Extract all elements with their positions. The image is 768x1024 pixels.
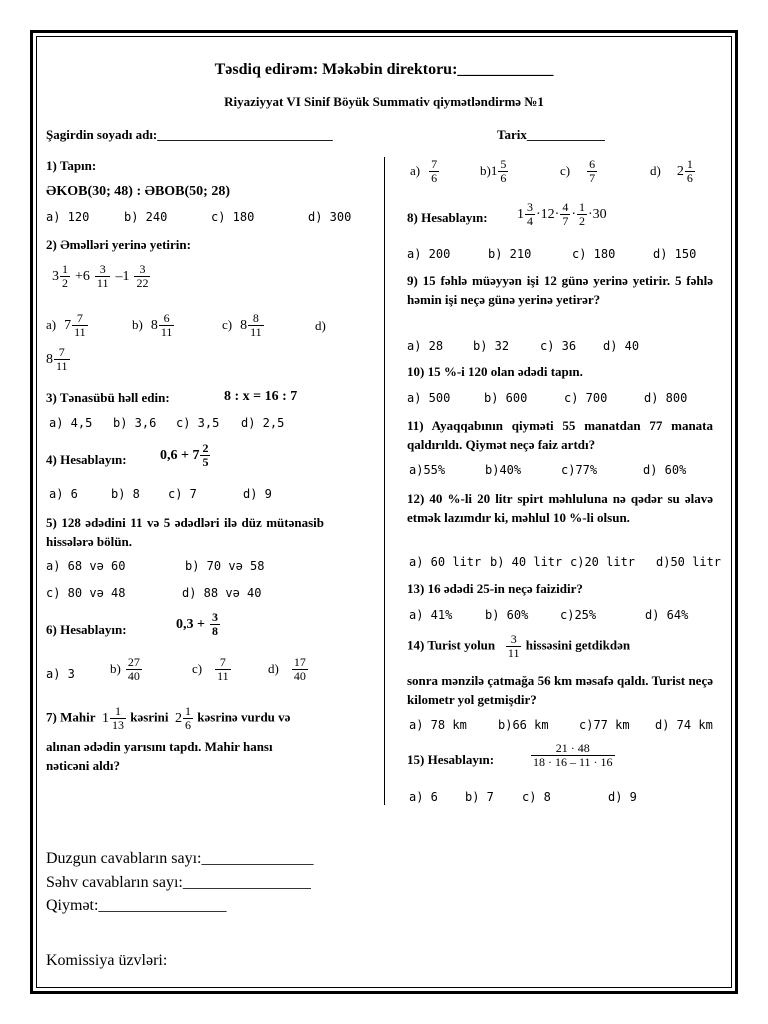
q15-option-d[interactable]: d) 9 (608, 790, 637, 804)
q2-option-d-value[interactable]: 8 7 11 (46, 345, 68, 373)
q9-option-d[interactable]: d) 40 (603, 339, 640, 353)
q6-option-b[interactable]: b) $\frac{27}{40}$ (110, 655, 140, 683)
q12-option-c[interactable]: c)20 litr (570, 555, 636, 569)
q14-line-1: 14) Turist yolun $\frac{3}{11}$ hissəsini getdikdən (407, 632, 631, 660)
q14-option-b[interactable]: b)66 km (498, 718, 549, 732)
q15-option-b[interactable]: b) 7 (465, 790, 494, 804)
q6-expression: 0,3 + $\frac{3}{8}$ (176, 610, 218, 638)
q10-option-b[interactable]: b) 600 (484, 391, 528, 405)
approval-line: Təsdiq edirəm: Məkəbin direktoru:____________ (214, 61, 554, 78)
q2-option-d-label[interactable]: d) (315, 318, 326, 333)
q12-option-b[interactable]: b) 40 litr (490, 555, 563, 569)
q1-option-d[interactable]: d) 300 (308, 210, 352, 224)
q5-option-d[interactable]: d) 88 və 40 (182, 586, 262, 600)
commission-label: Komissiya üzvləri: (46, 952, 168, 969)
q11-option-d[interactable]: d) 60% (643, 463, 687, 477)
q9-text: 9) 15 fəhlə müəyyən işi 12 günə yerinə yetirir. 5 fəhlə həmin işi neçə günə yerinə yetirər? (407, 273, 713, 307)
q1-option-c[interactable]: c) 180 (211, 210, 255, 224)
q13-option-c[interactable]: c)25% (560, 608, 597, 622)
q6-option-d[interactable]: d) $\frac{17}{40}$ (268, 655, 306, 683)
q7-option-d[interactable]: d) 2 1 6 (650, 157, 693, 185)
q1-option-a[interactable]: a) 120 (46, 210, 90, 224)
q8-option-b[interactable]: b) 210 (488, 247, 532, 261)
q8-expression: 1 3 4 ·12· $\frac{4}{7}$ · $\frac{1}{2}$ ·30 (517, 200, 607, 228)
q2-option-c[interactable]: c) 8 8 11 (222, 311, 262, 339)
q3-title: 3) Tənasübü həll edin: (46, 390, 170, 405)
q14-option-d[interactable]: d) 74 km (655, 718, 713, 732)
q4-option-b[interactable]: b) 8 (111, 487, 140, 501)
q14-option-c[interactable]: c)77 km (579, 718, 630, 732)
q8-option-a[interactable]: a) 200 (407, 247, 451, 261)
q4-option-d[interactable]: d) 9 (243, 487, 272, 501)
q5-option-c[interactable]: c) 80 və 48 (46, 586, 126, 600)
q10-option-a[interactable]: a) 500 (407, 391, 451, 405)
q2-option-b[interactable]: b) 8 6 11 (132, 311, 173, 339)
q1-option-b[interactable]: b) 240 (124, 210, 168, 224)
q8-title: 8) Hesablayın: (407, 210, 488, 225)
q3-option-b[interactable]: b) 3,6 (113, 416, 157, 430)
q7-line-2: alınan ədədin yarısını tapdı. Mahir hansı (46, 739, 273, 754)
q13-text: 13) 16 ədədi 25-in neçə faizidir? (407, 581, 583, 596)
q10-option-d[interactable]: d) 800 (644, 391, 688, 405)
q13-option-a[interactable]: a) 41% (409, 608, 453, 622)
q4-expression: 0,6 + 7 $\frac{2}{5}$ (160, 441, 209, 469)
q11-text: 11) Ayaqqabının qiyməti 55 manatdan 77 manata qaldırıldı. Qiymət neçə faiz artdı? (407, 418, 713, 452)
q15-title: 15) Hesablayın: (407, 752, 495, 767)
q10-option-c[interactable]: c) 700 (564, 391, 608, 405)
q8-option-c[interactable]: c) 180 (572, 247, 616, 261)
q7-option-a[interactable]: a) $\frac{7}{6}$ (410, 157, 438, 185)
q7-option-c[interactable]: c) $\frac{6}{7}$ (560, 157, 596, 185)
q10-text: 10) 15 %-i 120 olan ədədi tapın. (407, 364, 583, 379)
subject-title: Riyaziyyat VI Sinif Böyük Summativ qiymətləndirmə №1 (224, 94, 544, 109)
q12-option-a[interactable]: a) 60 litr (409, 555, 482, 569)
q1-title: 1) Tapın: (46, 158, 97, 173)
q9-option-a[interactable]: a) 28 (407, 339, 444, 353)
q6-option-c[interactable]: c) $\frac{7}{11}$ (192, 655, 229, 683)
q13-option-b[interactable]: b) 60% (485, 608, 529, 622)
q3-expression: 8 : x = 16 : 7 (224, 389, 298, 404)
q15-expression: $\frac{21 \cdot 48}{18 \cdot 16 - 11 \cdot 16}$ (533, 741, 613, 769)
correct-count-field[interactable]: Duzgun cavabların sayı:______________ (46, 850, 314, 867)
q14-option-a[interactable]: a) 78 km (409, 718, 467, 732)
q15-option-a[interactable]: a) 6 (409, 790, 438, 804)
q11-option-b[interactable]: b)40% (485, 463, 522, 477)
q13-option-d[interactable]: d) 64% (645, 608, 689, 622)
q4-option-c[interactable]: c) 7 (168, 487, 197, 501)
grade-field[interactable]: Qiymət:________________ (46, 897, 227, 914)
q8-option-d[interactable]: d) 150 (653, 247, 697, 261)
q4-option-a[interactable]: a) 6 (49, 487, 78, 501)
q9-option-c[interactable]: c) 36 (540, 339, 577, 353)
q7-line-3: nəticəni aldı? (46, 758, 121, 773)
q12-option-d[interactable]: d)50 litr (656, 555, 722, 569)
q5-text: 5) 128 ədədini 11 və 5 ədədləri ilə düz mütənasib hissələrə bölün. (46, 515, 324, 549)
q7-option-b[interactable]: b)1 $\frac{5}{6}$ (480, 157, 507, 185)
q3-option-a[interactable]: a) 4,5 (49, 416, 93, 430)
q6-title: 6) Hesablayın: (46, 622, 127, 637)
q6-option-a[interactable]: a) 3 (46, 667, 75, 681)
q5-option-b[interactable]: b) 70 və 58 (185, 559, 265, 573)
q1-expression: ƏKOB(30; 48) : ƏBOB(50; 28) (46, 184, 231, 199)
column-divider (384, 157, 385, 805)
q2-expression: 3 1 2 +6 $\frac{3}{11}$ –1 $\frac{3}{22}$ (52, 262, 149, 290)
q3-option-c[interactable]: c) 3,5 (176, 416, 220, 430)
q9-option-b[interactable]: b) 32 (473, 339, 510, 353)
q5-option-a[interactable]: a) 68 və 60 (46, 559, 126, 573)
q12-text: 12) 40 %-li 20 litr spirt məhluluna nə qədər su əlavə etmək lazımdır ki, məhlul 10 %-li olsun. (407, 491, 713, 525)
q2-title: 2) Əməlləri yerinə yetirin: (46, 237, 191, 252)
q2-option-a[interactable]: a) 7 7 11 (46, 311, 86, 339)
q11-option-a[interactable]: a)55% (409, 463, 446, 477)
wrong-count-field[interactable]: Səhv cavabların sayı:________________ (46, 874, 311, 891)
q4-title: 4) Hesablayın: (46, 452, 127, 467)
date-field[interactable]: Tarix____________ (497, 127, 605, 142)
q14-text: sonra mənzilə çatmağa 56 km məsafə qaldı. Turist neçə kilometr yol getmişdir? (407, 673, 713, 707)
q11-option-c[interactable]: c)77% (561, 463, 598, 477)
q15-option-c[interactable]: c) 8 (522, 790, 551, 804)
q3-option-d[interactable]: d) 2,5 (241, 416, 285, 430)
student-name-field[interactable]: Şagirdin soyadı adı:___________________________ (46, 127, 333, 142)
q7-line-1: 7) Mahir 1 1 13 kəsrini 2 1 6 kəsrinə vurdu və (46, 704, 291, 732)
